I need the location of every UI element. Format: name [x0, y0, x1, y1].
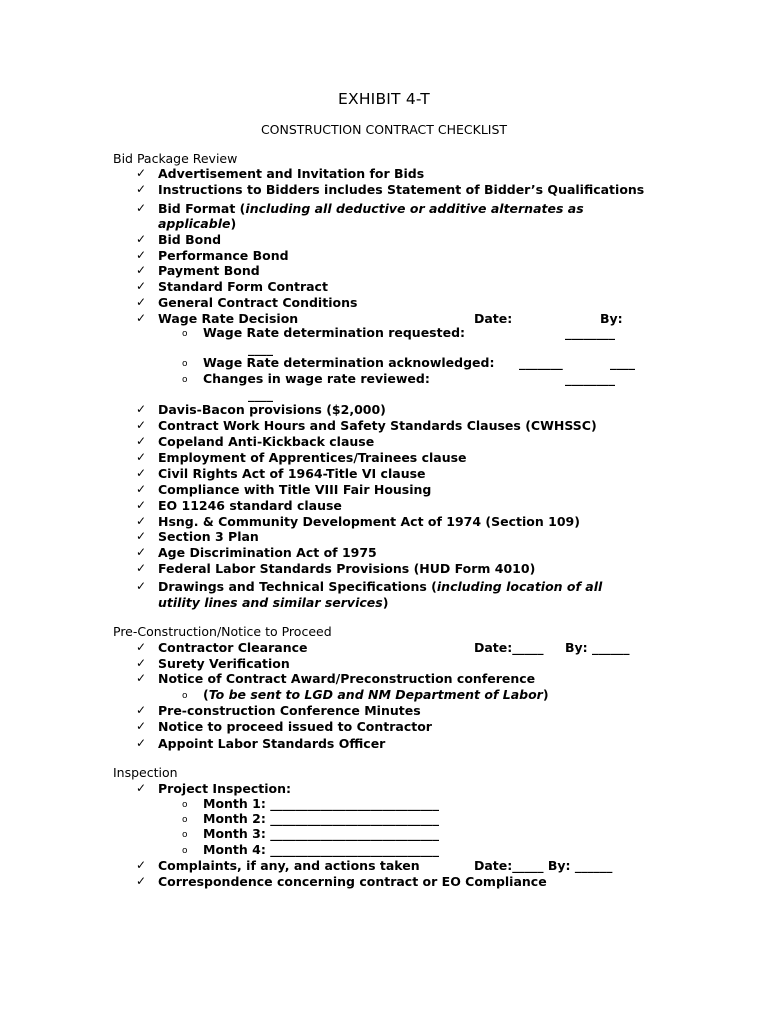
check-icon: ✓: [136, 498, 147, 512]
check-icon: ✓: [136, 874, 147, 888]
check-icon: ✓: [136, 561, 147, 575]
checklist-item: Compliance with Title VIII Fair Housing: [158, 482, 432, 497]
sub-item-notice: [203, 687, 549, 702]
checklist-item-wage-rate: Wage Rate Decision: [158, 311, 299, 326]
checklist-item: Contract Work Hours and Safety Standards Clauses (CWHSSC): [158, 418, 597, 433]
bullet-icon: o: [182, 830, 188, 840]
by-label: By:: [600, 311, 623, 326]
blank-line: _______: [519, 355, 563, 370]
checklist-item: Civil Rights Act of 1964-Title VI clause: [158, 466, 426, 481]
checklist-item: Federal Labor Standards Provisions (HUD Form 4010): [158, 561, 536, 576]
check-icon: ✓: [136, 656, 147, 670]
checklist-item: Surety Verification: [158, 656, 290, 671]
bullet-icon: o: [182, 329, 188, 339]
bullet-icon: o: [182, 815, 188, 825]
drawings-note-cont: utility lines and similar services: [158, 595, 383, 610]
check-icon: ✓: [136, 579, 147, 593]
month-entry: Month 4: ___________________________: [203, 842, 439, 857]
check-icon: ✓: [136, 166, 147, 180]
checklist-item-contractor-clearance: Contractor Clearance: [158, 640, 308, 655]
check-icon: ✓: [136, 434, 147, 448]
check-icon: ✓: [136, 545, 147, 559]
sub-item: Wage Rate determination acknowledged:: [203, 355, 495, 370]
drawings-close: ): [382, 595, 389, 610]
check-icon: ✓: [136, 263, 147, 277]
bid-format-close: ): [230, 216, 237, 231]
checklist-item: Correspondence concerning contract or EO Compliance: [158, 874, 547, 889]
notice-note: To be sent to LGD and NM Department of Labor: [208, 687, 543, 702]
blank-line: ____: [610, 355, 635, 370]
checklist-item: Pre-construction Conference Minutes: [158, 703, 421, 718]
checklist-item-continuation: [158, 216, 236, 231]
check-icon: ✓: [136, 418, 147, 432]
checklist-item: Payment Bond: [158, 263, 260, 278]
sub-item: Changes in wage rate reviewed:: [203, 371, 430, 386]
check-icon: ✓: [136, 279, 147, 293]
paren-open: (: [203, 687, 209, 702]
checklist-item-complaints: Complaints, if any, and actions taken: [158, 858, 420, 873]
check-icon: ✓: [136, 232, 147, 246]
bullet-icon: o: [182, 691, 188, 701]
checklist-item: Employment of Apprentices/Trainees clause: [158, 450, 467, 465]
month-entry: Month 2: ___________________________: [203, 811, 439, 826]
check-icon: ✓: [136, 529, 147, 543]
section-heading-pre-construction: Pre-Construction/Notice to Proceed: [113, 624, 332, 639]
blank-line: ________: [565, 325, 615, 340]
paren-close: ): [542, 687, 549, 702]
checklist-title: CONSTRUCTION CONTRACT CHECKLIST: [260, 122, 508, 137]
checklist-item-continuation: [158, 595, 388, 610]
check-icon: ✓: [136, 295, 147, 309]
checklist-item: Notice to proceed issued to Contractor: [158, 719, 432, 734]
bullet-icon: o: [182, 359, 188, 369]
check-icon: ✓: [136, 781, 147, 795]
checklist-item: Instructions to Bidders includes Statement of Bidder’s Qualifications: [158, 182, 645, 197]
check-icon: ✓: [136, 514, 147, 528]
check-icon: ✓: [136, 311, 147, 325]
checklist-item: Advertisement and Invitation for Bids: [158, 166, 425, 181]
check-icon: ✓: [136, 719, 147, 733]
check-icon: ✓: [136, 671, 147, 685]
blank-line: ____: [248, 341, 273, 356]
drawings-note: including location of all: [436, 579, 603, 594]
checklist-item: Appoint Labor Standards Officer: [158, 736, 386, 751]
checklist-item: General Contract Conditions: [158, 295, 358, 310]
check-icon: ✓: [136, 703, 147, 717]
check-icon: ✓: [136, 248, 147, 262]
checklist-item: Copeland Anti-Kickback clause: [158, 434, 375, 449]
check-icon: ✓: [136, 858, 147, 872]
checklist-item: Davis-Bacon provisions ($2,000): [158, 402, 386, 417]
check-icon: ✓: [136, 402, 147, 416]
checklist-item: EO 11246 standard clause: [158, 498, 342, 513]
date-label: Date:: [474, 311, 513, 326]
checklist-item: Notice of Contract Award/Preconstruction conference: [158, 671, 536, 686]
checklist-item: Hsng. & Community Development Act of 1974 (Section 109): [158, 514, 580, 529]
bullet-icon: o: [182, 846, 188, 856]
bid-format-note: including all deductive or additive alternates as: [245, 201, 584, 216]
checklist-item-drawings: [158, 579, 602, 594]
check-icon: ✓: [136, 182, 147, 196]
month-entry: Month 3: ___________________________: [203, 826, 439, 841]
check-icon: ✓: [136, 466, 147, 480]
check-icon: ✓: [136, 201, 147, 215]
month-entry: Month 1: ___________________________: [203, 796, 439, 811]
by-field: By: ______: [565, 640, 630, 655]
section-heading-inspection: Inspection: [113, 765, 178, 780]
sub-item: Wage Rate determination requested:: [203, 325, 466, 340]
blank-line: ____: [248, 387, 273, 402]
section-heading-bid-package: Bid Package Review: [113, 151, 238, 166]
bullet-icon: o: [182, 375, 188, 385]
blank-line: ________: [565, 371, 615, 386]
checklist-item: Standard Form Contract: [158, 279, 328, 294]
check-icon: ✓: [136, 482, 147, 496]
checklist-item: Bid Bond: [158, 232, 222, 247]
drawings-label: Drawings and Technical Specifications (: [158, 579, 437, 594]
checklist-item-project-inspection: Project Inspection:: [158, 781, 291, 796]
checklist-item-bid-format: [158, 201, 584, 216]
checklist-item: Performance Bond: [158, 248, 289, 263]
check-icon: ✓: [136, 640, 147, 654]
bid-format-label: Bid Format (: [158, 201, 246, 216]
check-icon: ✓: [136, 736, 147, 750]
date-field: Date:_____: [474, 640, 544, 655]
date-by-field: Date:_____ By: ______: [474, 858, 613, 873]
checklist-item: Age Discrimination Act of 1975: [158, 545, 377, 560]
checklist-item: Section 3 Plan: [158, 529, 259, 544]
exhibit-title: EXHIBIT 4-T: [338, 90, 430, 108]
check-icon: ✓: [136, 450, 147, 464]
bid-format-note-cont: applicable: [158, 216, 231, 231]
bullet-icon: o: [182, 800, 188, 810]
